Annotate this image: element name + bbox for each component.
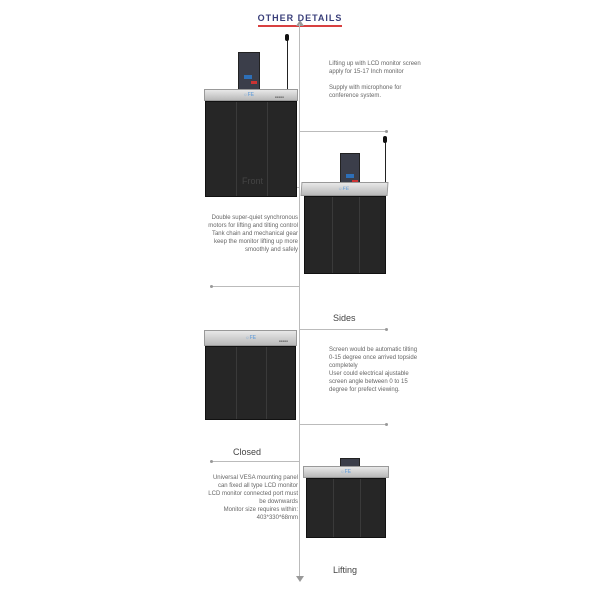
microphone-icon [383, 136, 387, 143]
lifting-description: Universal VESA mounting panel can fixed all type LCD monitor LCD monitor connected port must be downwards Monitor size requires within: 403*330*68mm [208, 475, 298, 521]
connector-line [299, 424, 387, 425]
label-front: Front [242, 176, 264, 186]
cabinet-body [304, 196, 386, 274]
lid: ☼FE [301, 182, 389, 196]
closed-view-image [200, 326, 300, 424]
connector-dot-icon [210, 460, 213, 463]
connector-line [212, 286, 299, 287]
vesa-board [238, 52, 260, 90]
cabinet-body [205, 346, 296, 420]
connector-dot-icon [385, 328, 388, 331]
lid: ☼FE ■■■■■ [204, 330, 297, 346]
connector-line [299, 329, 387, 330]
side-view-image [300, 135, 392, 280]
connector-dot-icon [385, 130, 388, 133]
front-view-image [200, 30, 300, 170]
label-lifting: Lifting [333, 565, 358, 575]
page-title: OTHER DETAILS [258, 13, 343, 27]
label-closed: Closed [233, 447, 262, 457]
connector-dot-icon [385, 423, 388, 426]
connector-line [212, 461, 299, 462]
sides-description: Double super-quiet synchronous motors for lifting and tilting control Tank chain and mechanical gear keep the monitor lifting up more smoothly and safely [208, 215, 298, 253]
lid: ☼FE [303, 466, 389, 478]
front-description: Lifting up with LCD monitor screen apply for 15-17 Inch monitor Supply with microphone for conference system. [329, 61, 421, 99]
microphone-stem [287, 40, 288, 90]
connector-line [299, 131, 387, 132]
timeline-arrow-icon [296, 576, 304, 582]
lid: ☼FE ■■■■■ [204, 89, 298, 101]
lifting-view-image [300, 452, 392, 540]
closed-description: Screen would be automatic tilting 0-15 degree once arrived topside completely User could electrical ajustable screen angle between 0 to 15 degree for prefect viewing. [329, 347, 418, 393]
microphone-icon [285, 34, 289, 41]
timeline-top-arrow-icon [296, 20, 304, 26]
connector-dot-icon [210, 285, 213, 288]
label-sides: Sides [333, 313, 356, 323]
cabinet-body [306, 478, 386, 538]
